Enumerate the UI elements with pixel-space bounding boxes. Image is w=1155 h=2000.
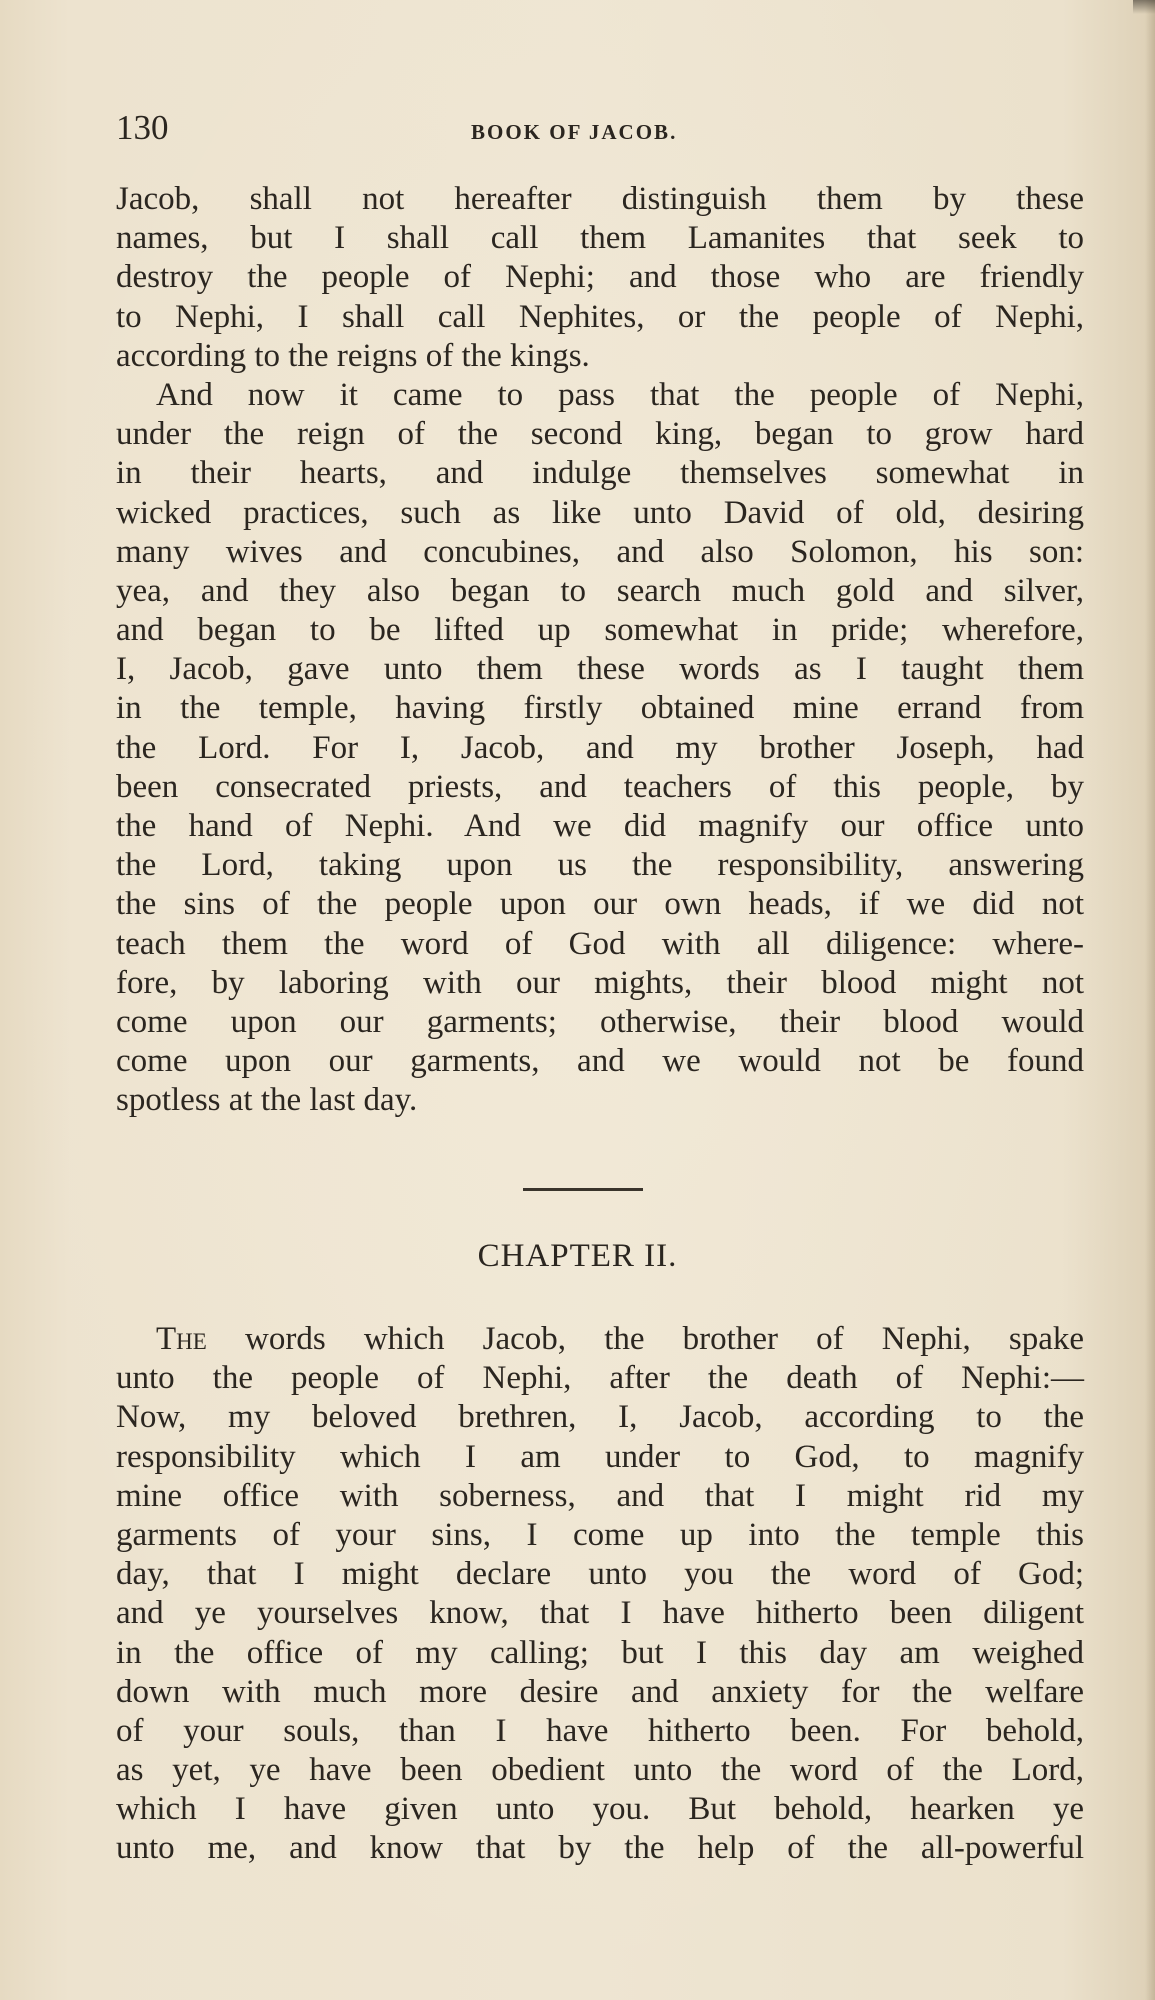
text-line: names, but I shall call them Lamanites that seek to bbox=[116, 220, 1084, 257]
text-line: and ye yourselves know, that I have hitherto been diligent bbox=[116, 1595, 1084, 1632]
text-line: in the temple, having firstly obtained mine errand from bbox=[116, 690, 1084, 727]
body-text-section-2 bbox=[116, 1320, 1084, 1869]
body-text-section-1 bbox=[116, 180, 1084, 1121]
text-line: the sins of the people upon our own heads, if we did not bbox=[116, 886, 1084, 923]
text-line: down with much more desire and anxiety for the welfare bbox=[116, 1673, 1084, 1710]
text-line: come upon our garments; otherwise, their blood would bbox=[116, 1003, 1084, 1040]
text-line: Now, my beloved brethren, I, Jacob, according to the bbox=[116, 1399, 1084, 1436]
first-line-rest: words which Jacob, the brother of Nephi, spake bbox=[206, 1321, 1084, 1357]
text-line: wicked practices, such as like unto David of old, desiring bbox=[116, 494, 1084, 531]
text-line: which I have given unto you. But behold, hearken ye bbox=[116, 1791, 1084, 1828]
text-line: in the office of my calling; but I this day am weighed bbox=[116, 1634, 1084, 1671]
text-line: in their hearts, and indulge themselves somewhat in bbox=[116, 455, 1084, 492]
text-line: teach them the word of God with all diligence: where- bbox=[116, 925, 1084, 962]
page-header bbox=[116, 104, 1086, 152]
text-line: according to the reigns of the kings. bbox=[116, 337, 590, 374]
section-divider-rule bbox=[523, 1188, 643, 1191]
text-line: unto the people of Nephi, after the death of Nephi:— bbox=[116, 1360, 1084, 1397]
text-line: destroy the people of Nephi; and those who are friendly bbox=[116, 259, 1084, 296]
text-line: fore, by laboring with our mights, their blood might not bbox=[116, 964, 1084, 1001]
chapter-title: CHAPTER II. bbox=[477, 1238, 678, 1274]
text-line: been consecrated priests, and teachers of this people, by bbox=[116, 768, 1084, 805]
text-line bbox=[116, 1320, 1084, 1359]
text-line: the Lord, taking upon us the responsibility, answering bbox=[116, 847, 1084, 884]
text-line: responsibility which I am under to God, to magnify bbox=[116, 1438, 1084, 1475]
page-number: 130 bbox=[116, 108, 169, 147]
drop-word: The bbox=[156, 1321, 207, 1357]
text-line: garments of your sins, I come up into the temple this bbox=[116, 1516, 1084, 1553]
corner-mark bbox=[1133, 0, 1155, 14]
text-line: I, Jacob, gave unto them these words as I taught them bbox=[116, 651, 1084, 688]
text-line: unto me, and know that by the help of the all-powerful bbox=[116, 1830, 1084, 1867]
text-line: come upon our garments, and we would not be found bbox=[116, 1043, 1084, 1080]
text-line: of your souls, than I have hitherto been. For behold, bbox=[116, 1712, 1084, 1749]
text-line: And now it came to pass that the people of Nephi, bbox=[156, 376, 1084, 413]
text-line: day, that I might declare unto you the word of God; bbox=[116, 1556, 1084, 1593]
text-line: to Nephi, I shall call Nephites, or the people of Nephi, bbox=[116, 298, 1084, 335]
text-line: the hand of Nephi. And we did magnify our office unto bbox=[116, 808, 1084, 844]
text-line: many wives and concubines, and also Solomon, his son: bbox=[116, 533, 1084, 570]
text-line: Jacob, shall not hereafter distinguish them by these bbox=[116, 181, 1084, 217]
page-edge-shadow bbox=[1145, 0, 1155, 2000]
text-line: mine office with soberness, and that I might rid my bbox=[116, 1477, 1084, 1514]
text-line: spotless at the last day. bbox=[116, 1082, 418, 1119]
text-line: and began to be lifted up somewhat in pride; wherefore, bbox=[116, 612, 1084, 649]
running-head: BOOK OF JACOB. bbox=[471, 120, 678, 144]
text-line: yea, and they also began to search much gold and silver, bbox=[116, 572, 1084, 609]
text-line: as yet, ye have been obedient unto the word of the Lord, bbox=[116, 1752, 1084, 1789]
text-line: under the reign of the second king, began to grow hard bbox=[116, 416, 1084, 453]
text-line: the Lord. For I, Jacob, and my brother Joseph, had bbox=[116, 729, 1084, 766]
